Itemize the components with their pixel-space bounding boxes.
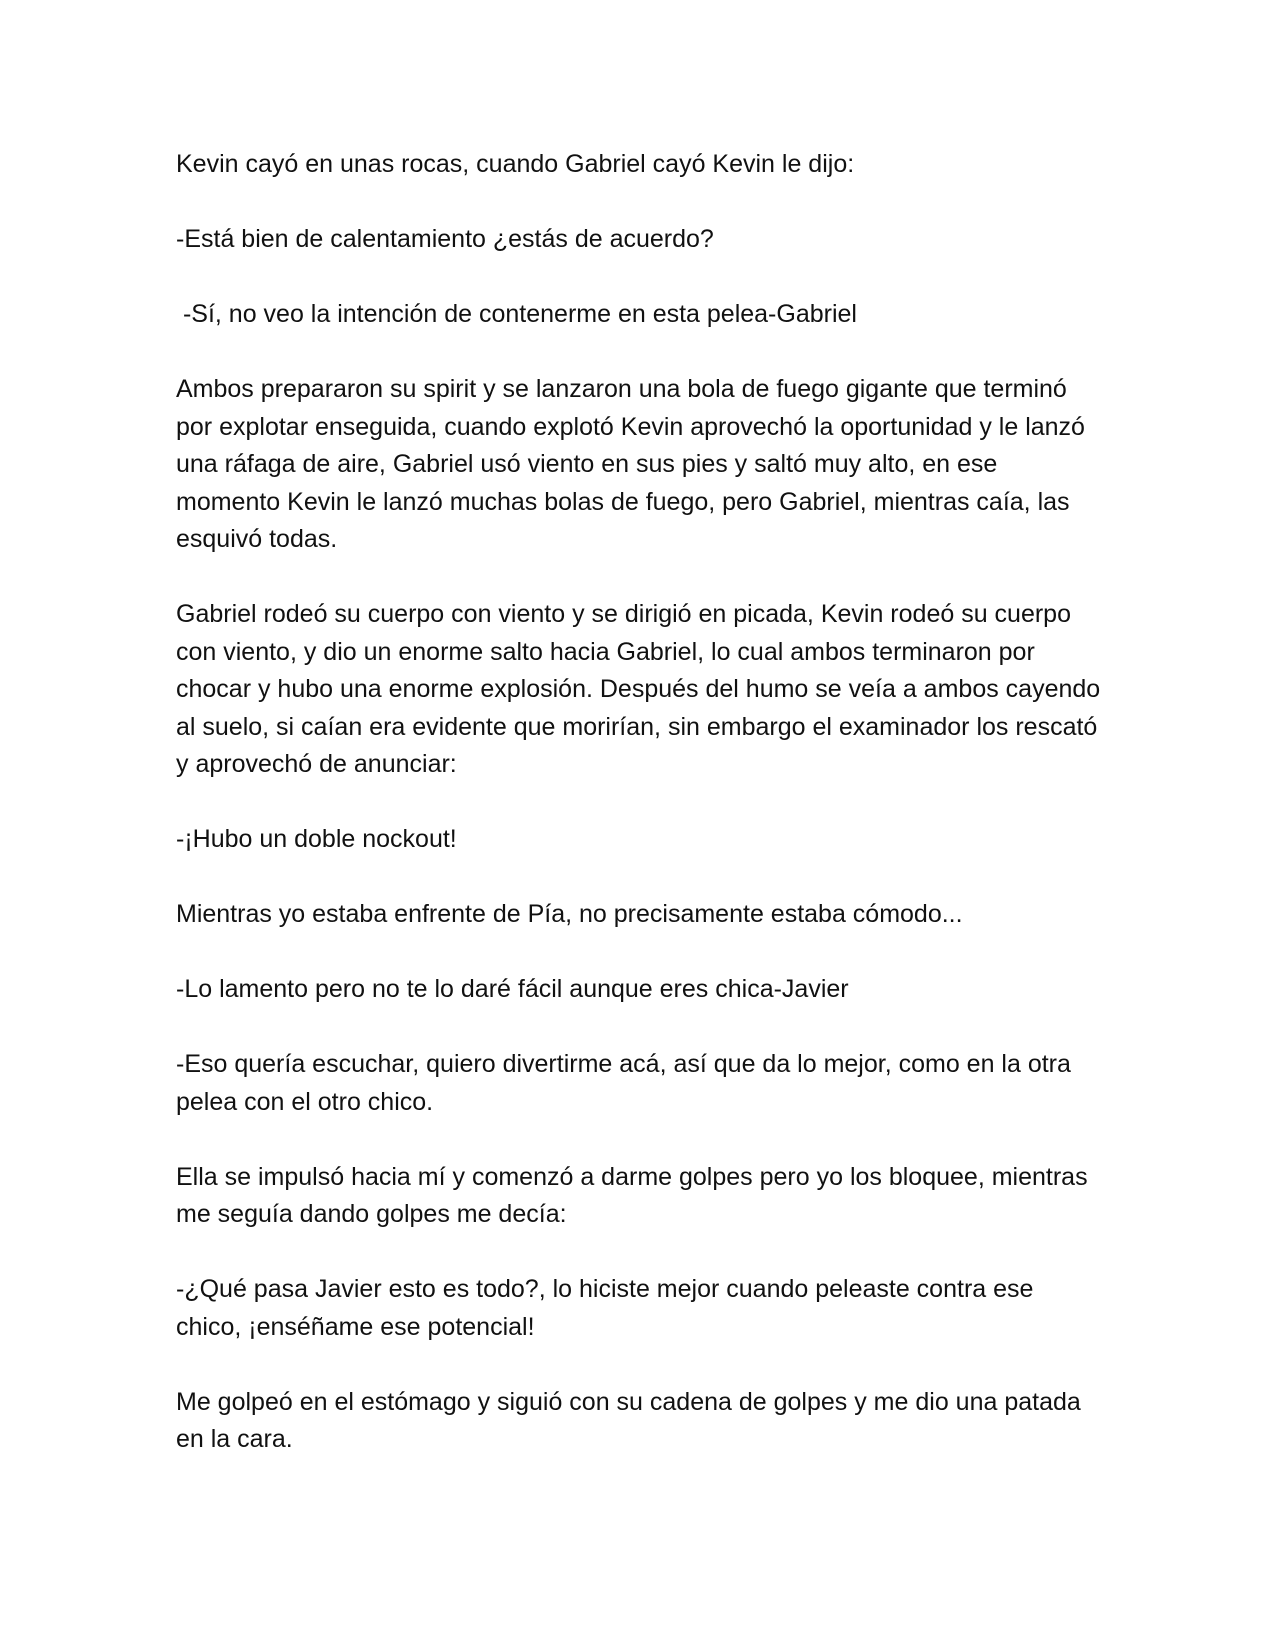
paragraph-11: -¿Qué pasa Javier esto es todo?, lo hiciste mejor cuando peleaste contra ese chico, ¡enséñame ese potencial!: [176, 1275, 1034, 1341]
paragraph-8: -Lo lamento pero no te lo daré fácil aunque eres chica-Javier: [176, 975, 849, 1003]
paragraph-6: -¡Hubo un doble nockout!: [176, 825, 457, 853]
paragraph-7: Mientras yo estaba enfrente de Pía, no precisamente estaba cómodo...: [176, 900, 963, 928]
paragraph-9: -Eso quería escuchar, quiero divertirme acá, así que da lo mejor, como en la otra pelea con el otro chico.: [176, 1050, 1071, 1116]
paragraph-12: Me golpeó en el estómago y siguió con su cadena de golpes y me dio una patada en la cara.: [176, 1387, 1081, 1453]
paragraph-3: -Sí, no veo la intención de contenerme en esta pelea-Gabriel: [176, 300, 857, 328]
paragraph-5: Gabriel rodeó su cuerpo con viento y se dirigió en picada, Kevin rodeó su cuerpo con viento, y dio un enorme salto hacia Gabriel, lo cual ambos terminaron por chocar y hubo una enorme explosión. Después del humo se veía a ambos cayendo al suelo, si caían era evidente que morirían, sin embargo el examinador los rescató y aprovechó de anunciar:: [176, 600, 1101, 778]
document-body: [176, 146, 1101, 1459]
paragraph-10: Ella se impulsó hacia mí y comenzó a darme golpes pero yo los bloquee, mientras me seguía dando golpes me decía:: [176, 1162, 1088, 1228]
paragraph-2: -Está bien de calentamiento ¿estás de acuerdo?: [176, 225, 714, 253]
paragraph-1: Kevin cayó en unas rocas, cuando Gabriel cayó Kevin le dijo:: [176, 150, 855, 178]
paragraph-4: Ambos prepararon su spirit y se lanzaron una bola de fuego gigante que terminó por explotar enseguida, cuando explotó Kevin aprovechó la oportunidad y le lanzó una ráfaga de aire, Gabriel usó viento en sus pies y saltó muy alto, en ese momento Kevin le lanzó muchas bolas de fuego, pero Gabriel, mientras caía, las esquivó todas.: [176, 375, 1085, 553]
